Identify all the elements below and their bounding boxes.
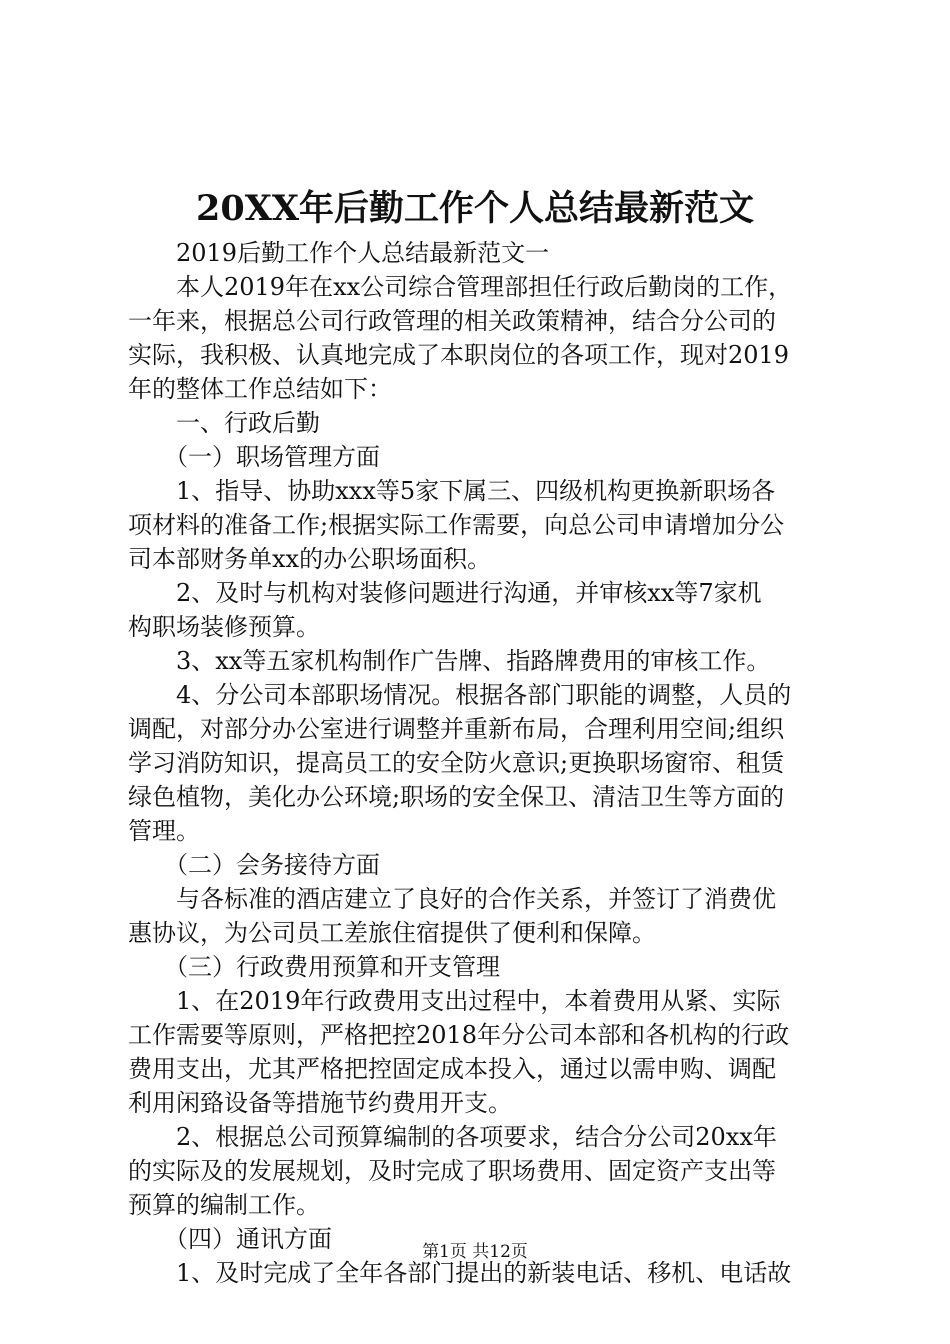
body-line: 年的整体工作总结如下： [128,375,392,403]
body-line: 调配，对部分办公室进行调整并重新布局，合理利用空间;组织 [128,715,785,743]
body-line: 管理。 [128,817,200,845]
body-line: 4、分公司本部职场情况。根据各部门职能的调整，人员的 [128,681,792,709]
body-line: 1、指导、协助xxx等5家下属三、四级机构更换新职场各 [128,477,776,505]
document-title: 20XX年后勤工作个人总结最新范文 [195,188,755,229]
body-line: 工作需要等原则，严格把控2018年分公司本部和各机构的行政 [128,1021,790,1049]
body-line: 1、在2019年行政费用支出过程中，本着费用从紧、实际 [128,987,781,1015]
body-line: 学习消防知识，提高员工的安全防火意识;更换职场窗帘、租赁 [128,749,785,777]
body-line: （一）职场管理方面 [128,443,380,471]
body-line: 绿色植物，美化办公环境;职场的安全保卫、清洁卫生等方面的 [128,783,785,811]
body-line: 一、行政后勤 [128,409,320,437]
body-line: 构职场装修预算。 [128,613,320,641]
body-line: 预算的编制工作。 [128,1191,320,1219]
body-line: （四）通讯方面 [128,1225,332,1253]
body-line: 2、及时与机构对装修问题进行沟通，并审核xx等7家机 [128,579,762,607]
body-line: 利用闲臵设备等措施节约费用开支。 [128,1089,512,1117]
page-footer: 第1页 共12页 [422,1242,528,1262]
body-line: 与各标准的酒店建立了良好的合作关系，并签订了消费优 [128,885,776,913]
body-line: 1、及时完成了全年各部门提出的新装电话、移机、电话故 [128,1259,792,1287]
body-line: 的实际及的发展规划，及时完成了职场费用、固定资产支出等 [128,1157,776,1185]
body-line: 惠协议，为公司员工差旅住宿提供了便利和保障。 [128,919,656,947]
body-line: 项材料的准备工作;根据实际工作需要，向总公司申请增加分公 [128,511,785,539]
body-line: 司本部财务单xx的办公职场面积。 [128,545,492,573]
body-line: 实际，我积极、认真地完成了本职岗位的各项工作，现对2019 [128,341,790,369]
document-body [128,236,838,1290]
body-line: 2、根据总公司预算编制的各项要求，结合分公司20xx年 [128,1123,777,1151]
body-line: 一年来，根据总公司行政管理的相关政策精神，结合分公司的 [128,307,776,335]
body-line: （三）行政费用预算和开支管理 [128,953,500,981]
body-line: （二）会务接待方面 [128,851,380,879]
body-line: 费用支出，尤其严格把控固定成本投入，通过以需申购、调配 [128,1055,776,1083]
body-line: 2019后勤工作个人总结最新范文一 [128,239,550,267]
body-line: 3、xx等五家机构制作广告牌、指路牌费用的审核工作。 [128,647,771,675]
body-line: 本人2019年在xx公司综合管理部担任行政后勤岗的工作， [128,273,793,301]
